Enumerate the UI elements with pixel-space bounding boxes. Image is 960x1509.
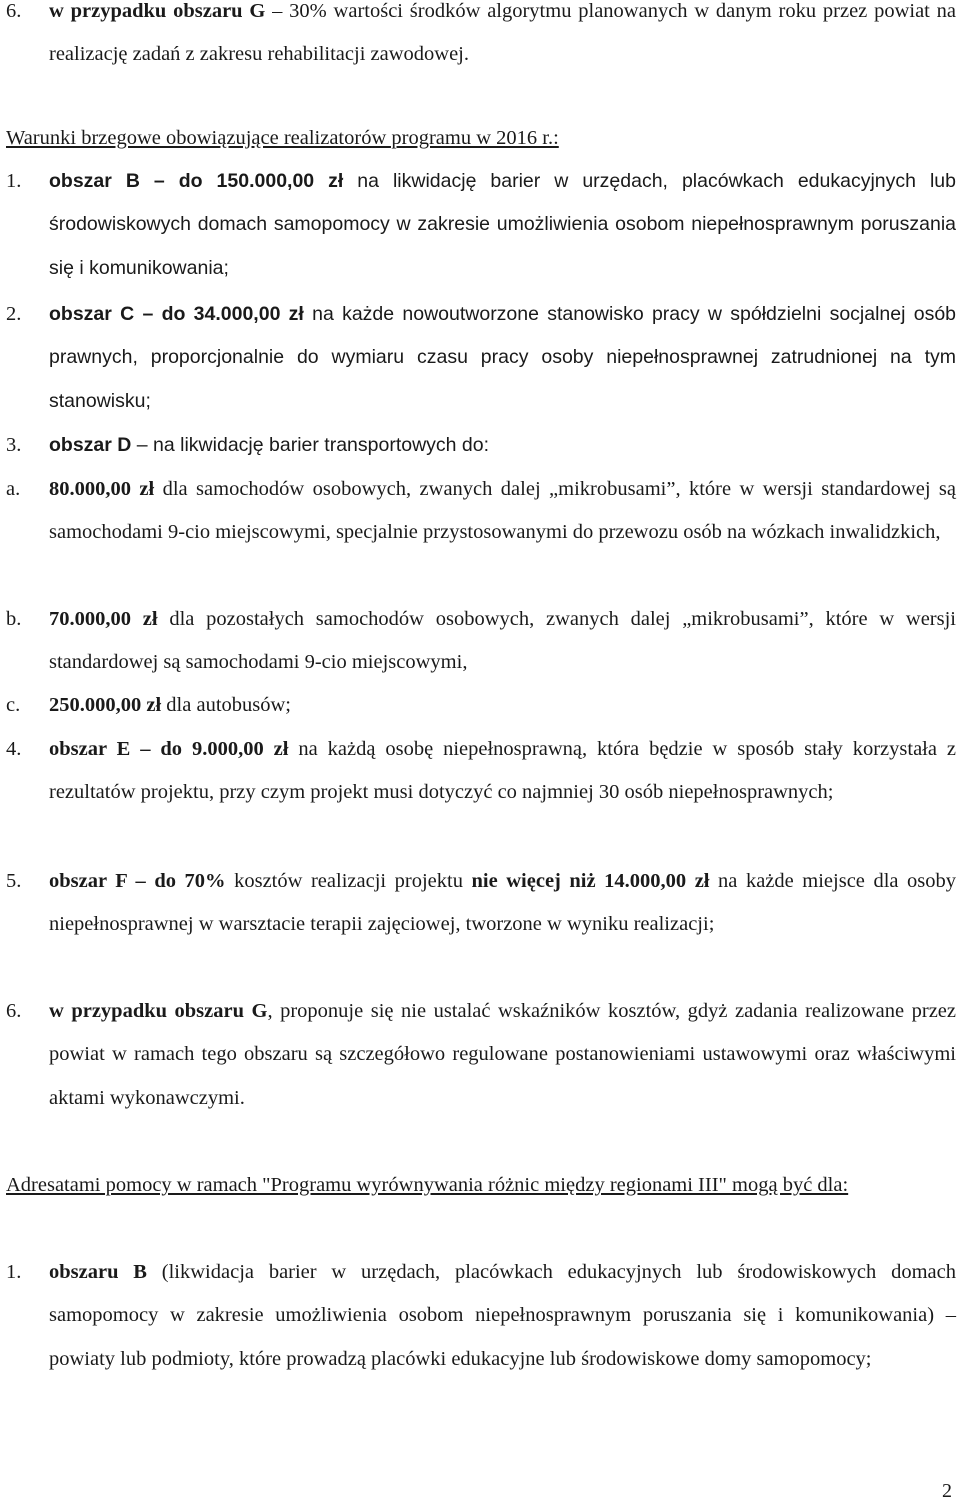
item-text: dla samochodów osobowych, zwanych dalej „mikrobusami”, które w wersji standardowej są samochodami 9-cio miejscowymi, specjalnie przystosowanymi do przewozu osób na wózkach inwalidzkich, (49, 478, 956, 544)
item-2 (6, 293, 956, 423)
adresaci-item-1 (6, 1251, 956, 1381)
item-bold-limit: nie więcej niż 14.000,00 zł (471, 870, 710, 892)
item-text: na każde nowoutworzone stanowisko pracy w spółdzielni socjalnej osób prawnych, proporcjonalnie do wymiaru czasu pracy osoby niepełnosprawnej zatrudnionej na tym stanowisku; (49, 303, 957, 412)
item-number: b. (6, 608, 22, 630)
item-1 (6, 160, 956, 290)
item-text: dla pozostałych samochodów osobowych, zwanych dalej „mikrobusami”, które w wersji standardowej są samochodami 9-cio miejscowymi, (49, 608, 956, 674)
item-text: kosztów realizacji projektu (225, 870, 472, 892)
item-bold: 250.000,00 zł (49, 694, 162, 716)
item-text: na likwidację barier w urzędach, placówkach edukacyjnych lub środowiskowych domach samopomocy w zakresie umożliwienia osobom niepełnosprawnym poruszania się i komunikowania; (49, 170, 956, 279)
item-number: 5. (6, 870, 22, 892)
item-number: 6. (6, 1000, 22, 1022)
warunki-heading: Warunki brzegowe obowiązujące realizatorów programu w 2016 r.: (6, 127, 559, 149)
item-6 (6, 990, 956, 1120)
item-bold: w przypadku obszaru G (49, 0, 266, 22)
item-3 (6, 424, 956, 467)
item-number: 1. (6, 1261, 22, 1283)
item-text: 30% wartości środków algorytmu planowanych w danym roku przez powiat na realizację zadań z zakresu rehabilitacji zawodowej. (49, 0, 957, 66)
item-number: 1. (6, 170, 22, 192)
adresatami-heading: Adresatami pomocy w ramach "Programu wyrównywania różnic między regionami III" mogą być dla: (6, 1174, 849, 1196)
item-4 (6, 728, 956, 815)
item-text: dla autobusów; (161, 694, 291, 716)
dash: – (265, 0, 290, 22)
item-text: – na likwidację barier transportowych do: (131, 434, 490, 456)
item-bold: w przypadku obszaru G (49, 1000, 268, 1022)
item-text-2: na każde miejsce dla osoby niepełnosprawnej w warsztacie terapii zajęciowej, tworzone w wyniku realizacji; (49, 870, 957, 936)
item-bold: 70.000,00 zł (49, 608, 158, 630)
item-number: c. (6, 694, 21, 716)
item-bold: obszar C – do 34.000,00 zł (49, 303, 304, 325)
item-bold: obszar E – do 9.000,00 zł (49, 738, 289, 760)
subitem-c (6, 684, 956, 727)
item-bold: obszar F – do 70% (49, 870, 226, 892)
page-number: 2 (942, 1480, 952, 1502)
item-text: (likwidacja barier w urzędach, placówkach edukacyjnych lub środowiskowych domach samopomocy w zakresie umożliwienia osobom niepełnosprawnym poruszania się i komunikowania) – powiaty lub podmioty, które prowadzą placówki edukacyjne lub środowiskowe domy samopomocy; (49, 1261, 956, 1370)
item-6-top (6, 0, 956, 77)
item-number: 3. (6, 434, 22, 456)
item-number: 4. (6, 738, 22, 760)
item-bold: obszaru B (49, 1261, 147, 1283)
item-number: a. (6, 478, 21, 500)
subitem-b (6, 598, 956, 685)
item-number: 2. (6, 303, 22, 325)
subitem-a (6, 468, 956, 555)
item-number: 6. (6, 0, 22, 22)
item-5 (6, 860, 956, 947)
item-bold: obszar D (49, 434, 132, 456)
item-bold: obszar B – do 150.000,00 zł (49, 170, 344, 192)
item-text: na każdą osobę niepełnosprawną, która będzie w sposób stały korzystała z rezultatów projektu, przy czym projekt musi dotyczyć co najmniej 30 osób niepełnosprawnych; (49, 738, 956, 804)
item-text: , proponuje się nie ustalać wskaźników kosztów, gdyż zadania realizowane przez powiat w ramach tego obszaru są szczegółowo regulowane postanowieniami ustawowymi oraz właściwymi aktami wykonawczymi. (49, 1000, 956, 1109)
item-bold: 80.000,00 zł (49, 478, 155, 500)
